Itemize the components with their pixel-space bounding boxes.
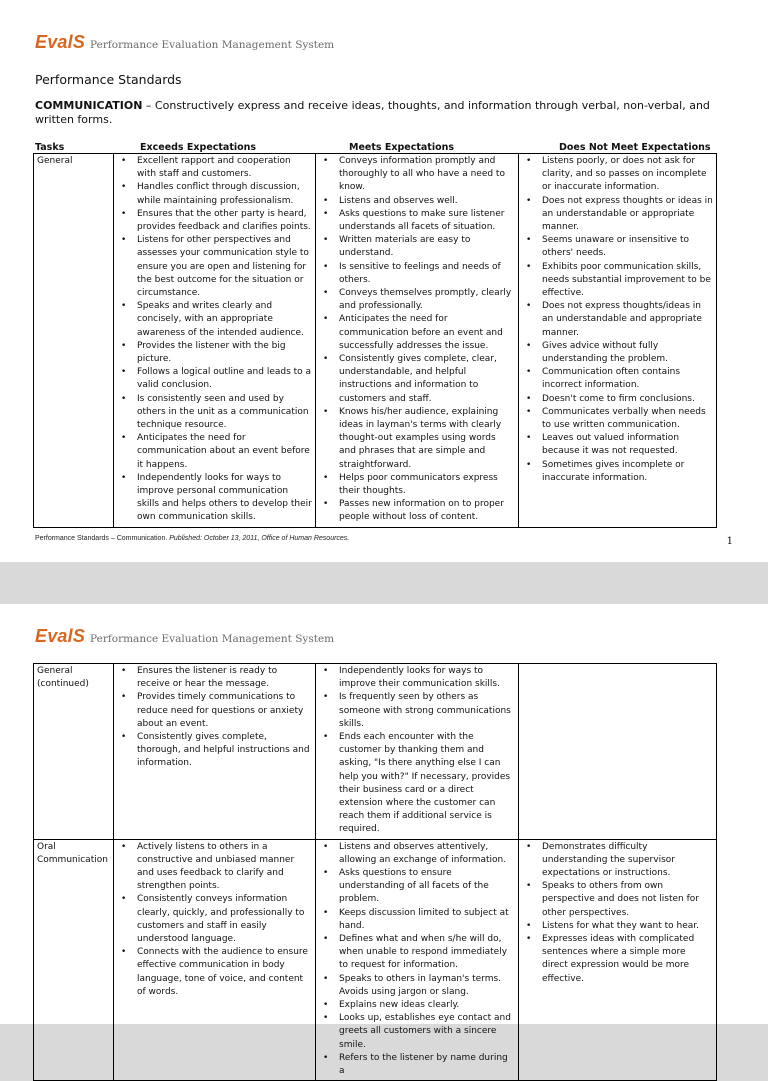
- list-item: • Independently looks for ways to improve personal communication skills and helps others to develop their own communication skills.: [137, 472, 312, 525]
- brand-logo: EvalS: [35, 32, 86, 52]
- list-item: • Consistently gives complete, thorough, and helpful instructions and information.: [137, 731, 312, 771]
- meets-cell: [316, 154, 519, 528]
- list-item: • Listens for other perspectives and assesses your communication style to ensure you are open and listening for the best outcome for the situation or circumstance.: [137, 234, 312, 300]
- list-item: • Seems unaware or insensitive to others' needs.: [542, 234, 713, 260]
- list-item: • Refers to the listener by name during a: [339, 1052, 515, 1078]
- task-cell: Oral Communication: [34, 839, 114, 1081]
- standards-table: [33, 153, 717, 528]
- list-item: • Consistently conveys information clearly, quickly, and professionally to customers and staff in easily understood language.: [137, 893, 312, 946]
- bullet-list: [117, 665, 312, 771]
- page-header: [35, 32, 334, 53]
- list-item: • Gives advice without fully understanding the problem.: [542, 340, 713, 366]
- list-item: • Speaks and writes clearly and concisely, with an appropriate awareness of the intended audience.: [137, 300, 312, 340]
- list-item: • Listens poorly, or does not ask for clarity, and so passes on incomplete or inaccurate information.: [542, 155, 713, 195]
- column-header-tasks: Tasks: [35, 142, 65, 153]
- section-description: – Constructively express and receive ideas, thoughts, and information through verbal, non-verbal, and written forms.: [35, 99, 710, 126]
- column-header-exceeds: Exceeds Expectations: [140, 142, 257, 153]
- not-meet-cell: [519, 839, 717, 1081]
- list-item: • Anticipates the need for communication about an event before it happens.: [137, 432, 312, 472]
- standards-table-continued: [33, 663, 717, 1081]
- list-item: • Ends each encounter with the customer by thanking them and asking, "Is there anything else I can help you with?" If necessary, provides their business card or a direct extension where the customer can reach them if additional service is required.: [339, 731, 515, 837]
- page-number: 1: [726, 536, 733, 547]
- list-item: • Passes new information on to proper people without loss of content.: [339, 498, 515, 524]
- list-item: • Speaks to others in layman's terms. Avoids using jargon or slang.: [339, 973, 515, 999]
- table-row: [34, 154, 717, 528]
- header-subtitle: Performance Evaluation Management System: [90, 39, 335, 51]
- section-intro: [35, 99, 735, 127]
- list-item: • Excellent rapport and cooperation with staff and customers.: [137, 155, 312, 181]
- list-item: • Does not express thoughts/ideas in an understandable and appropriate manner.: [542, 300, 713, 340]
- section-name: COMMUNICATION: [35, 99, 143, 112]
- header-subtitle: Performance Evaluation Management System: [90, 633, 335, 645]
- list-item: • Provides timely communications to reduce need for questions or anxiety about an event.: [137, 691, 312, 731]
- bullet-list: [522, 155, 713, 485]
- list-item: • Is frequently seen by others as someone with strong communications skills.: [339, 691, 515, 731]
- table-row: [34, 839, 717, 1081]
- footer-text: Performance Standards – Communication.: [35, 535, 170, 542]
- list-item: • Helps poor communicators express their thoughts.: [339, 472, 515, 498]
- list-item: • Listens and observes well.: [339, 195, 515, 208]
- page-footer: [35, 535, 349, 542]
- exceeds-cell: [114, 839, 316, 1081]
- list-item: • Actively listens to others in a constructive and unbiased manner and uses feedback to clarify and strengthen points.: [137, 841, 312, 894]
- list-item: • Keeps discussion limited to subject at hand.: [339, 907, 515, 933]
- list-item: • Consistently gives complete, clear, understandable, and helpful instructions and information to customers and staff.: [339, 353, 515, 406]
- list-item: • Looks up, establishes eye contact and greets all customers with a sincere smile.: [339, 1012, 515, 1052]
- list-item: • Doesn't come to firm conclusions.: [542, 393, 713, 406]
- list-item: • Written materials are easy to understand.: [339, 234, 515, 260]
- not-meet-cell: [519, 664, 717, 840]
- list-item: • Connects with the audience to ensure effective communication in body language, tone of voice, and content of words.: [137, 946, 312, 999]
- not-meet-cell: [519, 154, 717, 528]
- list-item: • Leaves out valued information because it was not requested.: [542, 432, 713, 458]
- list-item: • Independently looks for ways to improve their communication skills.: [339, 665, 515, 691]
- bullet-list: [117, 841, 312, 999]
- list-item: • Expresses ideas with complicated sentences where a simple more direct expression would be more effective.: [542, 933, 713, 986]
- list-item: • Listens for what they want to hear.: [542, 920, 713, 933]
- list-item: • Asks questions to make sure listener understands all facets of situation.: [339, 208, 515, 234]
- brand-logo: EvalS: [35, 626, 86, 646]
- list-item: • Is sensitive to feelings and needs of others.: [339, 261, 515, 287]
- footer-published: Published: October 13, 2011, Office of Human Resources.: [169, 535, 350, 542]
- exceeds-cell: [114, 154, 316, 528]
- list-item: • Communication often contains incorrect information.: [542, 366, 713, 392]
- list-item: • Speaks to others from own perspective and does not listen for other perspectives.: [542, 880, 713, 920]
- meets-cell: [316, 839, 519, 1081]
- list-item: • Handles conflict through discussion, while maintaining professionalism.: [137, 181, 312, 207]
- list-item: • Demonstrates difficulty understanding the supervisor expectations or instructions.: [542, 841, 713, 881]
- list-item: • Listens and observes attentively, allowing an exchange of information.: [339, 841, 515, 867]
- task-cell: General: [34, 154, 114, 528]
- task-cell: General (continued): [34, 664, 114, 840]
- meets-cell: [316, 664, 519, 840]
- bullet-list: [522, 841, 713, 986]
- bullet-list: [319, 155, 515, 525]
- list-item: • Ensures that the other party is heard, provides feedback and clarifies points.: [137, 208, 312, 234]
- list-item: • Anticipates the need for communication before an event and successfully addresses the issue.: [339, 313, 515, 353]
- list-item: • Follows a logical outline and leads to a valid conclusion.: [137, 366, 312, 392]
- page-header: [35, 626, 334, 647]
- column-header-meets: Meets Expectations: [349, 142, 455, 153]
- list-item: • Knows his/her audience, explaining ideas in layman's terms with clearly thought-out examples using words and phrases that are simple and straightforward.: [339, 406, 515, 472]
- list-item: • Explains new ideas clearly.: [339, 999, 515, 1012]
- page-title: Performance Standards: [35, 72, 182, 87]
- list-item: • Does not express thoughts or ideas in an understandable or appropriate manner.: [542, 195, 713, 235]
- list-item: • Is consistently seen and used by others in the unit as a communication technique resource.: [137, 393, 312, 433]
- list-item: • Communicates verbally when needs to use written communication.: [542, 406, 713, 432]
- list-item: • Sometimes gives incomplete or inaccurate information.: [542, 459, 713, 485]
- bullet-list: [319, 841, 515, 1079]
- list-item: • Exhibits poor communication skills, needs substantial improvement to be effective.: [542, 261, 713, 301]
- bullet-list: [117, 155, 312, 525]
- table-row: [34, 664, 717, 840]
- list-item: • Ensures the listener is ready to receive or hear the message.: [137, 665, 312, 691]
- list-item: • Conveys information promptly and thoroughly to all who have a need to know.: [339, 155, 515, 195]
- list-item: • Conveys themselves promptly, clearly and professionally.: [339, 287, 515, 313]
- bullet-list: [319, 665, 515, 837]
- document-page-2: [0, 604, 768, 1077]
- list-item: • Defines what and when s/he will do, when unable to respond immediately to request for information.: [339, 933, 515, 973]
- column-header-not-meet: Does Not Meet Expectations: [559, 142, 711, 153]
- list-item: • Asks questions to ensure understanding of all facets of the problem.: [339, 867, 515, 907]
- exceeds-cell: [114, 664, 316, 840]
- list-item: • Provides the listener with the big picture.: [137, 340, 312, 366]
